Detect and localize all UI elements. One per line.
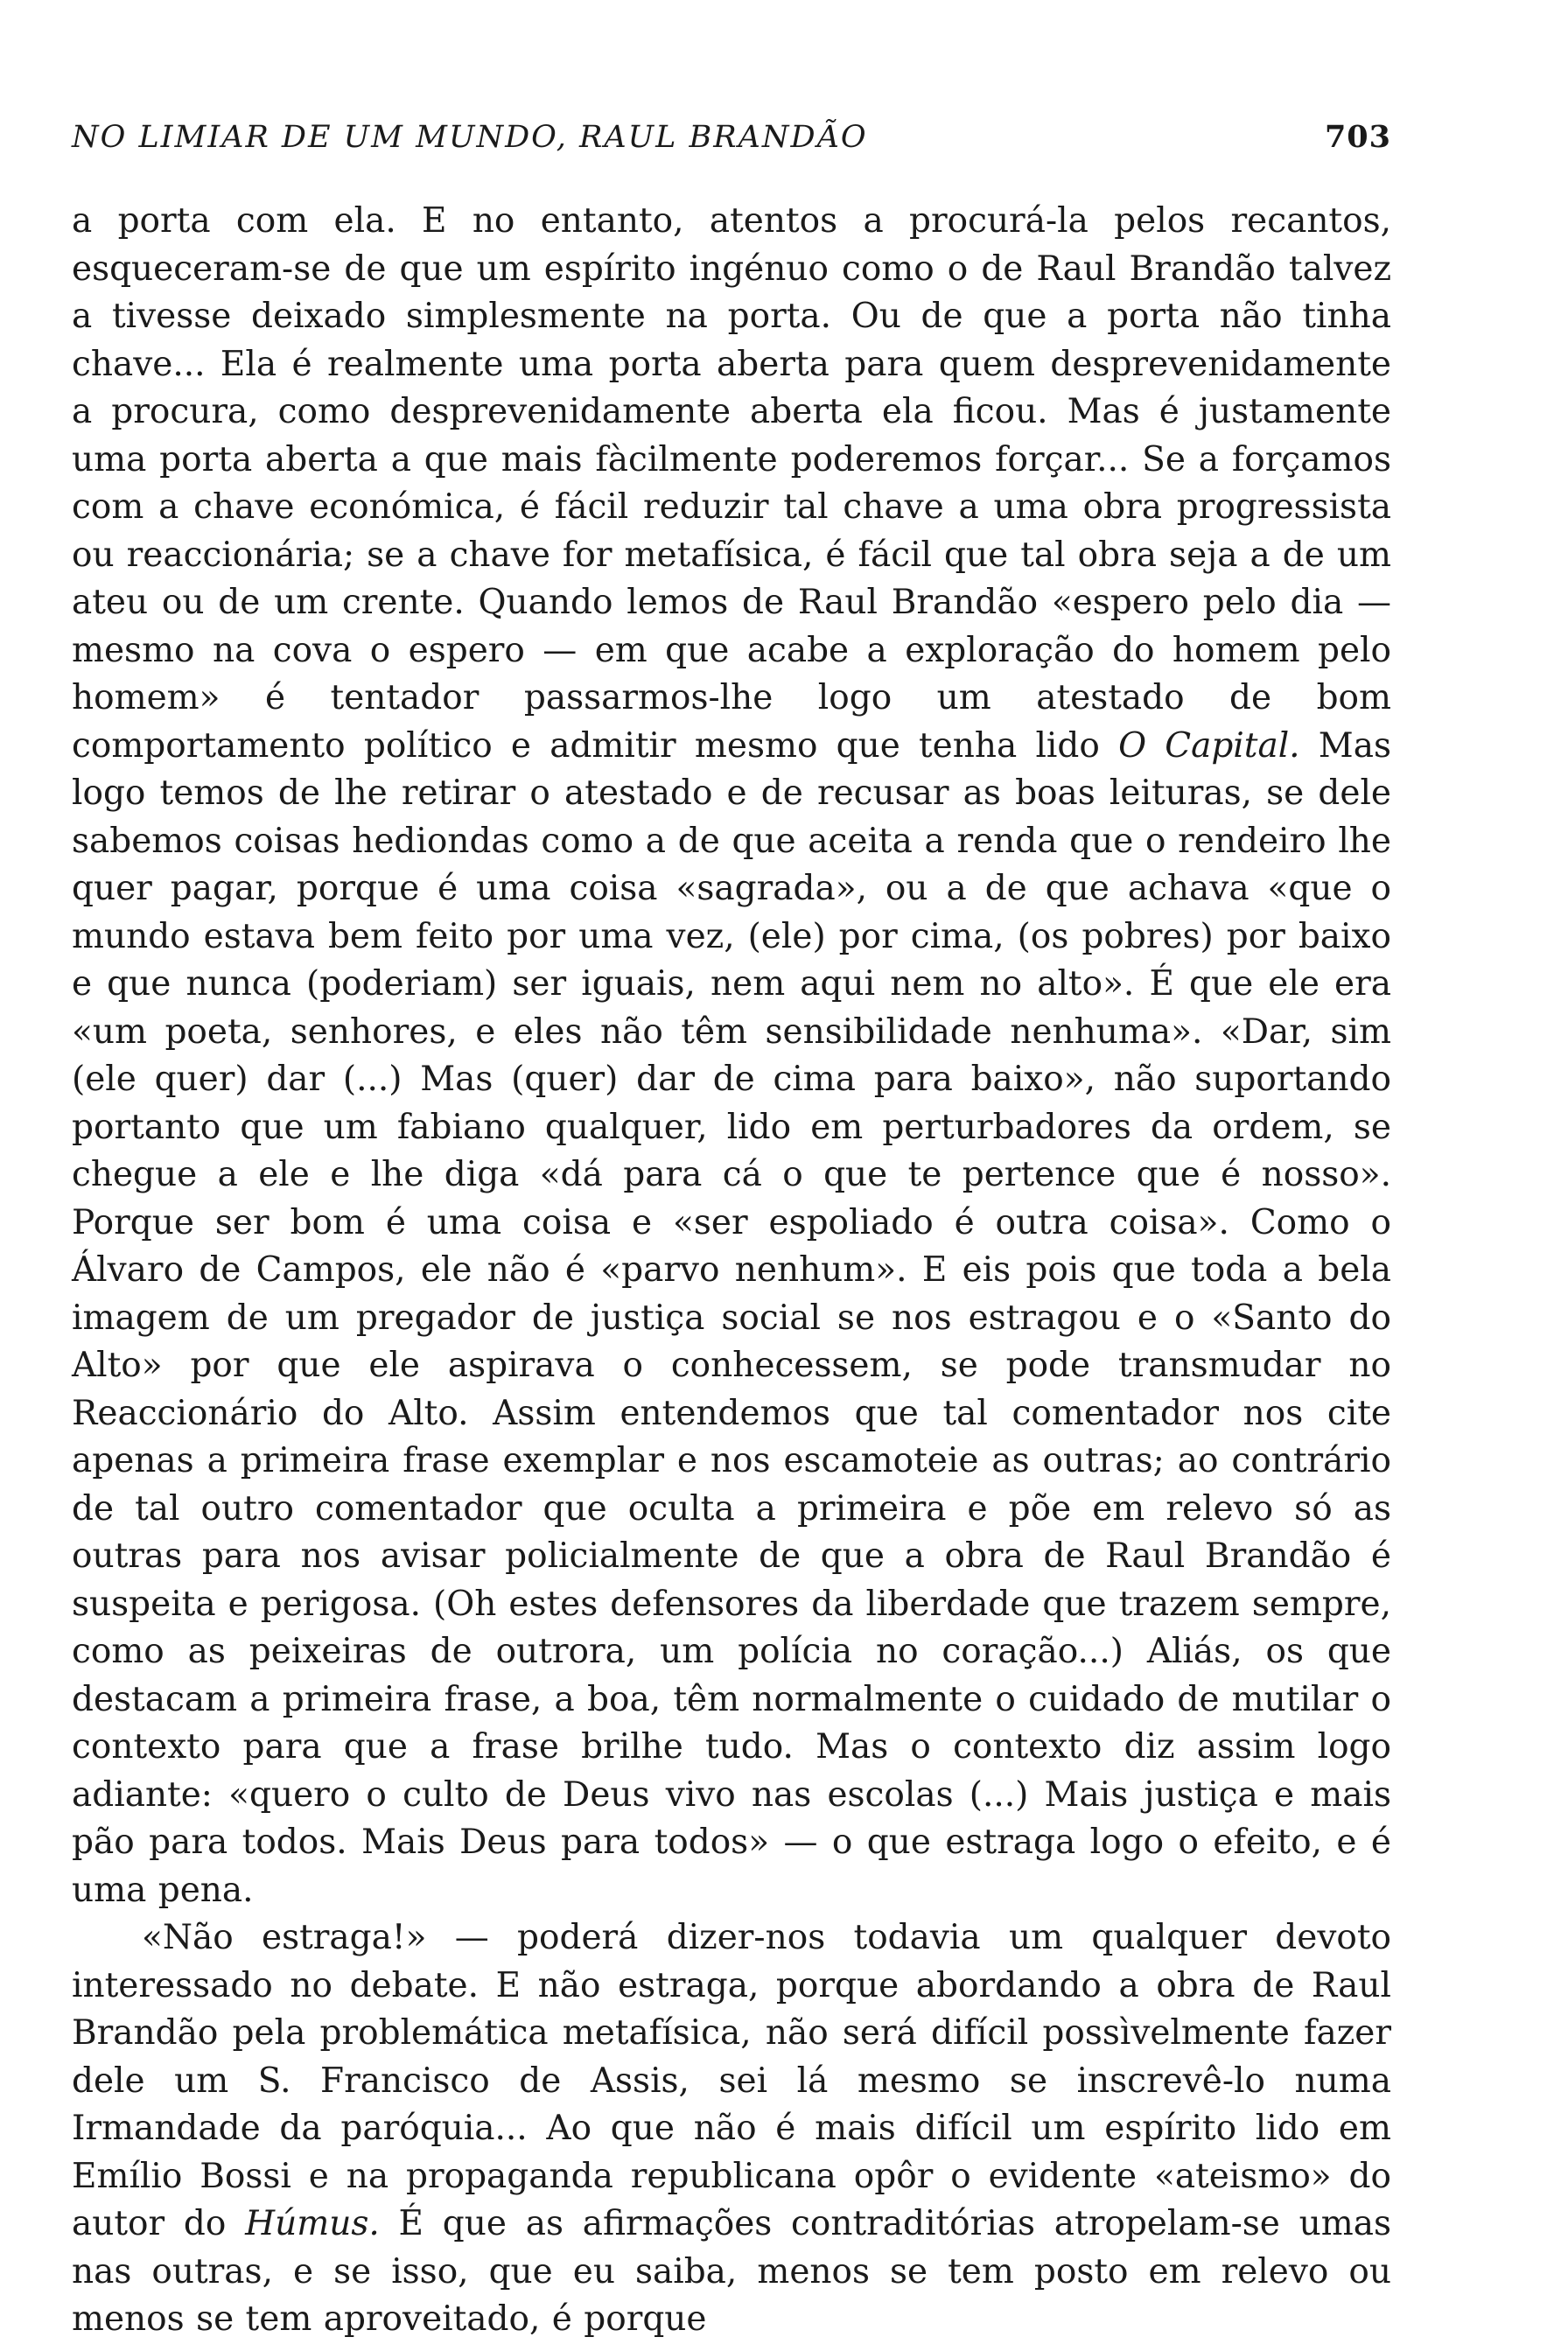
body-paragraph bbox=[72, 1914, 1391, 2344]
paragraph-text: Mas logo temos de lhe retirar o atestado e de recusar as boas leituras, se dele sabemos coisas hediondas como a de que aceita a renda que o rendeiro lhe quer pagar, porque é uma coisa «sagrada», ou a de que achava «que o mundo estava bem feito por uma vez, (ele) por cima, (os pobres) por baixo e que nunca (poderiam) ser iguais, nem aqui nem no alto». É que ele era «um poeta, senhores, e eles não têm sensibilidade nenhuma». «Dar, sim (ele quer) dar (...) Mas (quer) dar de cima para baixo», não suportando portanto que um fabiano qualquer, lido em perturbadores da ordem, se chegue a ele e lhe diga «dá para cá o que te pertence que é nosso». Porque ser bom é uma coisa e «ser espoliado é outra coisa». Como o Álvaro de Campos, ele não é «parvo nenhum». E eis pois que toda a bela imagem de um pregador de justiça social se nos estragou e o «Santo do Alto» por que ele aspirava o conhecessem, se pode transmudar no Reaccionário do Alto. Assim entendemos que tal comentador nos cite apenas a primeira frase exemplar e nos escamoteie as outras; ao contrário de tal outro comentador que oculta a primeira e põe em relevo só as outras para nos avisar policialmente de que a obra de Raul Brandão é suspeita e perigosa. (Oh estes defensores da liberdade que trazem sempre, como as peixeiras de outrora, um polícia no coração...) Aliás, os que destacam a primeira frase, a boa, têm normalmente o cuidado de mutilar o contexto para que a frase brilhe tudo. Mas o contexto diz assim logo adiante: «quero o culto de Deus vivo nas escolas (...) Mais justiça e mais pão para todos. Mais Deus para todos» — o que estraga logo o efeito, e é uma pena. bbox=[72, 725, 1391, 1910]
running-head-title: NO LIMIAR DE UM MUNDO, RAUL BRANDÃO bbox=[72, 120, 868, 155]
body-paragraph bbox=[72, 198, 1391, 1914]
paragraph-text: É que as afirmações contraditórias atropelam-se umas nas outras, e se isso, que eu saiba, menos se tem posto em relevo ou menos se tem aproveitado, é porque bbox=[72, 2204, 1391, 2339]
running-head bbox=[72, 119, 1391, 182]
book-title-italic: Húmus. bbox=[245, 2204, 380, 2243]
book-title-italic: O Capital. bbox=[1118, 725, 1300, 766]
paragraph-text: «Não estraga!» — poderá dizer-nos todavia um qualquer devoto interessado no debate. E não estraga, porque abordando a obra de Raul Brandão pela problemática metafísica, não será difícil possìvelmente fazer dele um S. Francisco de Assis, sei lá mesmo se inscrevê-lo numa Irmandade da paróquia... Ao que não é mais difícil um espírito lido em Emílio Bossi e na propaganda republicana opôr o evidente «ateismo» do autor do bbox=[72, 1918, 1391, 2243]
book-page bbox=[72, 119, 1391, 2344]
page-number: 703 bbox=[1324, 119, 1391, 155]
paragraph-text: a porta com ela. E no entanto, atentos a procurá-la pelos recantos, esqueceram-se de que um espírito ingénuo como o de Raul Brandão talvez a tivesse deixado simplesmente na porta. Ou de que a porta não tinha chave... Ela é realmente uma porta aberta para quem desprevenidamente a procura, como desprevenidamente aberta ela ficou. Mas é justamente uma porta aberta a que mais fàcilmente poderemos forçar... Se a forçamos com a chave económica, é fácil reduzir tal chave a uma obra progressista ou reaccionária; se a chave for metafísica, é fácil que tal obra seja a de um ateu ou de um crente. Quando lemos de Raul Brandão «espero pelo dia — mesmo na cova o espero — em que acabe a exploração do homem pelo homem» é tentador passarmos-lhe logo um atestado de bom comportamento político e admitir mesmo que tenha lido bbox=[72, 201, 1391, 766]
